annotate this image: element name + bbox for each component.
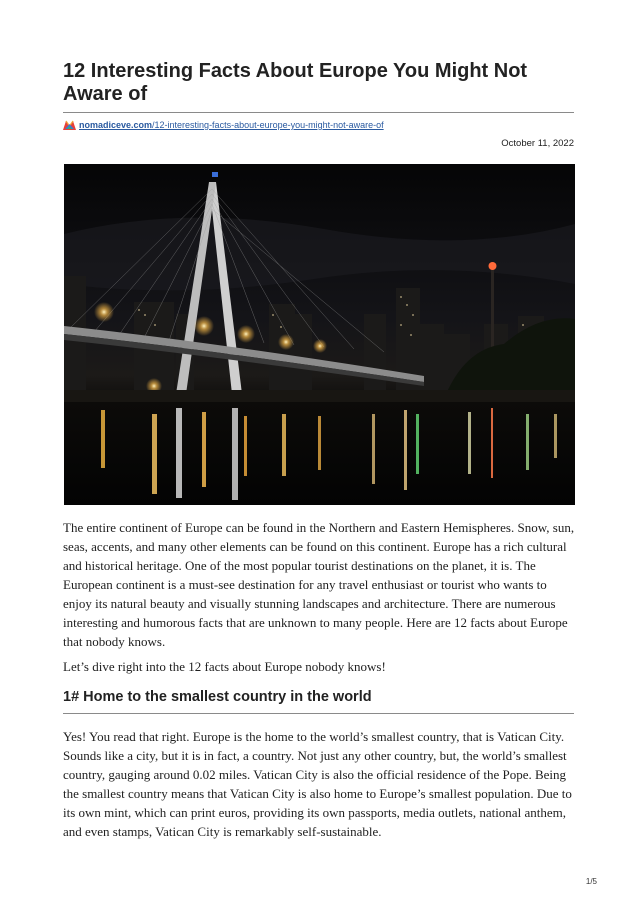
source-link-row [63,118,384,132]
intro-paragraph: The entire continent of Europe can be found in the Northern and Eastern Hemispheres. Snow, sun, seas, accents, and many other elements can be found on this continent. Europe has a rich cultural and historical heritage. One of the most popular tourist destinations on the planet, it is. The European continent is a must-see destination for any travel enthusiast or tourist who wants to enjoy its natural beauty and visually stunning landscapes and architecture. There are numerous interesting and humorous facts that are unknown to many people. Here are 12 facts about Europe that nobody knows. [63,520,575,649]
section-1-paragraph: Yes! You read that right. Europe is the home to the world’s smallest country, that is Vatican City. Sounds like a city, but it is in fact, a country. Not just any other country, but, the world’s smallest country, gauging around 0.02 miles. Vatican City is also the official residence of the Pope. Being the smallest country means that Vatican City is also home to Europe’s smallest population. Due to its own mint, which can print euros, providing its own passports, media outlets, national anthem, and even stamps, Vatican City is remarkably self-sustainable. [63,729,572,839]
section-heading-1: 1# Home to the smallest country in the world [63,689,372,705]
section-divider [63,713,574,714]
lead-in-paragraph: Let’s dive right into the 12 facts about Europe nobody knows! [63,659,386,674]
article-title: 12 Interesting Facts About Europe You Might Not Aware of [63,60,528,105]
title-divider [63,112,574,113]
source-domain-link[interactable]: nomadiceve.com [79,120,153,130]
page-number: 1/5 [585,877,597,886]
source-path-link[interactable]: /12-interesting-facts-about-europe-you-might-not-aware-of [152,120,384,130]
publish-date: October 11, 2022 [501,138,574,149]
hero-image-night-bridge [64,164,575,505]
nomadiceve-logo-icon [63,120,76,130]
